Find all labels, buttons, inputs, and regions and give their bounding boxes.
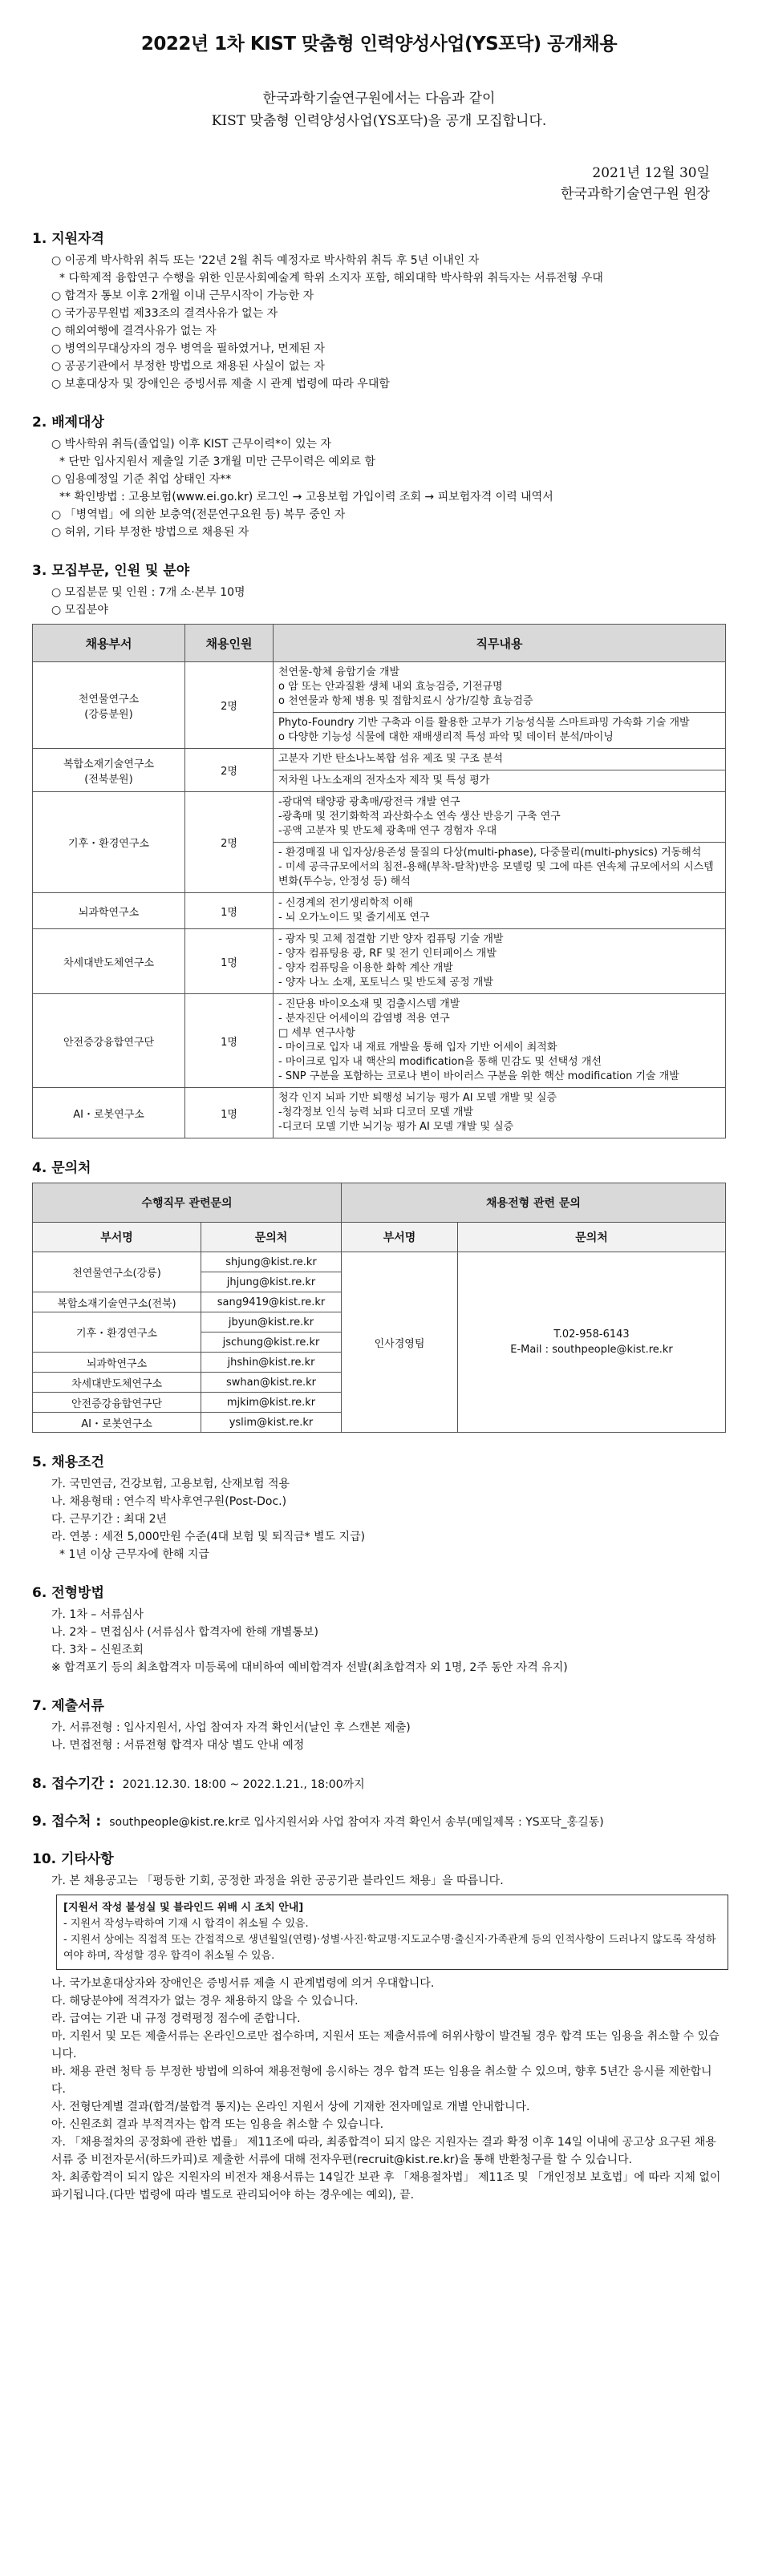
dept-cell: 천연물연구소 (강릉분원) — [33, 662, 185, 749]
email-cell[interactable]: swhan@kist.re.kr — [201, 1373, 342, 1393]
count-cell: 1명 — [185, 994, 274, 1088]
list-item: 바. 채용 관련 청탁 등 부정한 방법에 의하여 채용전형에 응시하는 경우 합격 또는 임용을 취소할 수 있으며, 향후 5년간 응시를 제한합니다. — [51, 2065, 712, 2096]
table-header: 부서명 — [342, 1223, 458, 1252]
dept-cell: 천연물연구소(강릉) — [33, 1252, 201, 1292]
list-item: 자. 「채용절차의 공정화에 관한 법률」 제11조에 따라, 최종합격이 되지 않은 지원자는 결과 확정 이후 14일 이내에 공고상 요구된 채용서류 중 비전자문서(하드카피)로 제출한 서류에 대해 전자우편(recruit@kist.re.kr)을 통해 반환청구를 할 수 있습니다. — [51, 2136, 716, 2166]
table-header: 직무내용 — [274, 625, 726, 662]
list-item: 나. 채용형태 : 연수직 박사후연구원(Post-Doc.) — [51, 1495, 287, 1508]
section-title: 9. 접수처 : — [32, 1814, 102, 1830]
table-header: 채용전형 관련 문의 — [342, 1183, 726, 1223]
notice-item: - 지원서 상에는 직접적 또는 간접적으로 생년월일(연령)·성별·사진·학교명·지도교수명·출신지·가족관계 등의 인적사항이 드러나지 않도록 작성하여야 하며, 작성할 경우 합격이 취소될 수 있음. — [63, 1934, 716, 1962]
table-header: 수행직무 관련문의 — [33, 1183, 342, 1223]
section-title: 3. 모집부문, 인원 및 분야 — [32, 563, 190, 579]
list-item: ○ 해외여행에 결격사유가 없는 자 — [51, 325, 217, 338]
list-item: 다. 근무기간 : 최대 2년 — [51, 1513, 168, 1526]
duty-cell: - 광자 및 고체 점결함 기반 양자 컴퓨팅 기술 개발 - 양자 컴퓨팅용 광, RF 및 전기 인터페이스 개발 - 양자 컴퓨팅을 이용한 화학 계산 개발 - 양자 나노 소재, 포토닉스 및 반도체 공정 개발 — [274, 929, 726, 994]
application-address-value: southpeople@kist.re.kr로 입사지원서와 사업 참여자 자격 확인서 송부(메일제목 : YS포닥_홍길동) — [109, 1816, 604, 1829]
announcement-date: 2021년 12월 30일 — [592, 165, 710, 181]
count-cell: 1명 — [185, 1088, 274, 1138]
count-cell: 2명 — [185, 662, 274, 749]
list-item: ○ 모집분문 및 인원 : 7개 소·본부 10명 — [51, 586, 245, 599]
list-item: ○ 국가공무원법 제33조의 결격사유가 없는 자 — [51, 307, 278, 320]
duty-cell: Phyto-Foundry 기반 구축과 이를 활용한 고부가 기능성식물 스마트파밍 가속화 기술 개발 o 다양한 기능성 식물에 대한 재배생리적 특성 파악 및 데이터 분석/마이닝 — [274, 713, 726, 749]
hr-contact-cell — [458, 1252, 726, 1433]
intro-line: KIST 맞춤형 인력양성사업(YS포닥)을 공개 모집합니다. — [211, 113, 547, 129]
dept-cell: 안전증강융합연구단 — [33, 994, 185, 1088]
dept-cell: 차세대반도체연구소 — [33, 929, 185, 994]
list-item: 아. 신원조회 결과 부적격자는 합격 또는 임용을 취소할 수 있습니다. — [51, 2118, 384, 2131]
hr-email[interactable]: E-Mail : southpeople@kist.re.kr — [510, 1344, 673, 1356]
dept-cell: 복합소재기술연구소 (전북분원) — [33, 749, 185, 792]
eligibility-list — [32, 252, 726, 393]
count-cell: 1명 — [185, 893, 274, 929]
duty-cell: 고분자 기반 탄소나노복합 섬유 제조 및 구조 분석 — [274, 749, 726, 770]
dept-cell: AI・로봇연구소 — [33, 1088, 185, 1138]
section-title: 7. 제출서류 — [32, 1698, 104, 1714]
list-item: ** 확인방법 : 고용보험(www.ei.go.kr) 로그인 → 고용보험 가입이력 조회 → 피보험자격 이력 내역서 — [59, 491, 553, 503]
list-item: ○ 허위, 기타 부정한 방법으로 채용된 자 — [51, 526, 249, 539]
table-row — [33, 1088, 726, 1138]
list-item: 마. 지원서 및 모든 제출서류는 온라인으로만 접수하며, 지원서 또는 제출서류에 허위사항이 발견될 경우 합격 또는 임용을 취소할 수 있습니다. — [51, 2030, 719, 2060]
email-cell[interactable]: jhjung@kist.re.kr — [201, 1272, 342, 1292]
list-item: 가. 본 채용공고는 「평등한 기회, 공정한 과정을 위한 공공기관 블라인드 채용」을 따릅니다. — [51, 1874, 504, 1887]
dept-cell: AI・로봇연구소 — [33, 1413, 201, 1433]
email-cell[interactable]: jschung@kist.re.kr — [201, 1332, 342, 1353]
count-cell: 2명 — [185, 792, 274, 893]
exclusion-list — [32, 435, 726, 541]
notice-title: [지원서 작성 불성실 및 블라인드 위배 시 조치 안내] — [63, 1902, 304, 1914]
table-row — [33, 929, 726, 994]
list-item: 나. 2차 – 면접심사 (서류심사 합격자에 한해 개별통보) — [51, 1626, 318, 1639]
dept-cell: 복합소재기술연구소(전북) — [33, 1292, 201, 1312]
duty-cell: 천연물-항체 융합기술 개발 o 암 또는 안과질환 생체 내외 효능검증, 기전규명 o 천연물과 항체 병용 및 접합치료시 상가/길항 효능검증 — [274, 662, 726, 713]
table-row — [33, 1252, 726, 1272]
email-cell[interactable]: mjkim@kist.re.kr — [201, 1393, 342, 1413]
dept-cell: 뇌과학연구소 — [33, 893, 185, 929]
notice-item: - 지원서 작성누락하여 기재 시 합격이 취소될 수 있음. — [63, 1918, 309, 1930]
list-item: * 단만 입사지원서 제출일 기준 3개월 미만 근무이력은 예외로 함 — [59, 455, 376, 468]
list-item: 나. 면접전형 : 서류전형 합격자 대상 별도 안내 예정 — [51, 1739, 305, 1752]
table-header: 채용부서 — [33, 625, 185, 662]
blind-notice-box — [56, 1895, 728, 1970]
email-cell[interactable]: jbyun@kist.re.kr — [201, 1312, 342, 1332]
page-title: 2022년 1차 KIST 맞춤형 인력양성사업(YS포닥) 공개채용 — [140, 34, 618, 55]
section-title: 5. 채용조건 — [32, 1454, 104, 1470]
signature-block — [32, 163, 710, 204]
list-item: ○ 임용예정일 기준 취업 상태인 자** — [51, 473, 232, 486]
list-item: ○ 모집분야 — [51, 604, 108, 617]
list-item: 나. 국가보훈대상자와 장애인은 증빙서류 제출 시 관계법령에 의거 우대합니다. — [51, 1977, 435, 1990]
duty-cell: -광대역 태양광 광촉매/광전극 개발 연구 -광촉매 및 전기화학적 과산화수소 연속 생산 반응기 구축 연구 -공액 고분자 및 반도체 광촉매 연구 경험자 우대 — [274, 792, 726, 843]
dept-cell: 뇌과학연구소 — [33, 1353, 201, 1373]
list-item: * 다학제적 융합연구 수행을 위한 인문사회예술계 학위 소지자 포함, 해외대학 박사학위 취득자는 서류전형 우대 — [59, 272, 603, 285]
section-title: 4. 문의처 — [32, 1160, 91, 1176]
list-item: 다. 3차 – 신원조회 — [51, 1644, 144, 1656]
dept-cell: 안전증강융합연구단 — [33, 1393, 201, 1413]
section-title: 10. 기타사항 — [32, 1851, 114, 1867]
list-item: 라. 연봉 : 세전 5,000만원 수준(4대 보험 및 퇴직금* 별도 지급) — [51, 1531, 366, 1543]
contact-table — [32, 1183, 726, 1433]
email-cell[interactable]: jhshin@kist.re.kr — [201, 1353, 342, 1373]
intro-line: 한국과학기술연구원에서는 다음과 같이 — [262, 91, 496, 107]
list-item: ○ 박사학위 취득(졸업일) 이후 KIST 근무이력*이 있는 자 — [51, 438, 331, 451]
count-cell: 1명 — [185, 929, 274, 994]
section-title: 8. 접수기간 : — [32, 1776, 115, 1792]
list-item: 다. 해당분야에 적격자가 없는 경우 채용하지 않을 수 있습니다. — [51, 1995, 359, 2008]
list-item: 가. 1차 – 서류심사 — [51, 1608, 144, 1621]
table-header: 문의처 — [458, 1223, 726, 1252]
count-cell: 2명 — [185, 749, 274, 792]
duty-cell: 청각 인지 뇌파 기반 퇴행성 뇌기능 평가 AI 모델 개발 및 실증 -청각정보 인식 능력 뇌파 디코더 모델 개발 -디코더 모델 기반 뇌기능 평가 AI 모델 개발 및 실증 — [274, 1088, 726, 1138]
duty-cell: - 진단용 바이오소재 및 검출시스템 개발 - 분자진단 어세이의 감염병 적용 연구 □ 세부 연구사항 - 마이크로 입자 내 재료 개발을 통해 입자 기반 어세이 최적화 - 마이크로 입자 내 핵산의 modification을 통해 민감도 및 선택성 개선 - SNP 구분을 포함하는 코로나 변이 바이러스 구분을 위한 핵산 modification 기술 개발 — [274, 994, 726, 1088]
duty-cell: - 신경계의 전기생리학적 이해 - 뇌 오가노이드 및 줄기세포 연구 — [274, 893, 726, 929]
list-item: ○ 이공계 박사학위 취득 또는 '22년 2월 취득 예정자로 박사학위 취득 후 5년 이내인 자 — [51, 254, 480, 267]
list-item: 라. 급여는 기관 내 규정 경력평정 점수에 준합니다. — [51, 2012, 301, 2025]
table-row — [33, 994, 726, 1088]
list-item: ※ 합격포기 등의 최초합격자 미등록에 대비하여 예비합격자 선발(최초합격자 외 1명, 2주 동안 자격 유지) — [51, 1661, 568, 1674]
dept-cell: 차세대반도체연구소 — [33, 1373, 201, 1393]
table-row — [33, 749, 726, 770]
dept-cell: 기후・환경연구소 — [33, 792, 185, 893]
list-item: * 1년 이상 근무자에 한해 지급 — [59, 1548, 209, 1561]
table-row — [33, 792, 726, 843]
hr-dept-cell: 인사경영팀 — [342, 1252, 458, 1433]
table-header: 문의처 — [201, 1223, 342, 1252]
list-item: ○ 「병역법」에 의한 보충역(전문연구요원 등) 복무 중인 자 — [51, 508, 346, 521]
table-row — [33, 662, 726, 713]
email-cell[interactable]: shjung@kist.re.kr — [201, 1252, 342, 1272]
table-header: 부서명 — [33, 1223, 201, 1252]
list-item: ○ 병역의무대상자의 경우 병역을 필하였거나, 면제된 자 — [51, 342, 325, 355]
application-address — [32, 1810, 726, 1830]
dept-cell: 기후・환경연구소 — [33, 1312, 201, 1353]
section-title: 1. 지원자격 — [32, 231, 104, 247]
email-cell[interactable]: sang9419@kist.re.kr — [201, 1292, 342, 1312]
section-title: 6. 전형방법 — [32, 1585, 104, 1601]
list-item: 가. 서류전형 : 입사지원서, 사업 참여자 자격 확인서(날인 후 스캔본 제출) — [51, 1721, 411, 1734]
recruitment-table — [32, 624, 726, 1138]
list-item: 차. 최종합격이 되지 않은 지원자의 비전자 채용서류는 14일간 보관 후 「채용절차법」 제11조 및 「개인정보 보호법」에 따라 지체 없이 파기됩니다.(다만 법령에 따라 별도로 관리되어야 하는 경우에는 예외), 끝. — [51, 2171, 721, 2202]
list-item: 사. 전형단계별 결과(합격/불합격 통지)는 온라인 지원서 상에 기재한 전자메일로 개별 안내합니다. — [51, 2101, 530, 2113]
list-item: ○ 합격자 통보 이후 2개월 이내 근무시작이 가능한 자 — [51, 289, 314, 302]
duty-cell: - 환경매질 내 입자상/용존성 물질의 다상(multi-phase), 다중물리(multi-physics) 거동해석 - 미세 공극규모에서의 침전-용해(부착-탈착)반응 모델링 및 그에 따른 연속체 규모에서의 시스템 변화(투수능, 안정성 등) 해석 — [274, 843, 726, 893]
table-header: 채용인원 — [185, 625, 274, 662]
intro-text — [32, 87, 726, 132]
table-row — [33, 893, 726, 929]
application-period — [32, 1772, 726, 1792]
application-period-value: 2021.12.30. 18:00 ~ 2022.1.21., 18:00까지 — [122, 1778, 365, 1791]
list-item: 가. 국민연금, 건강보험, 고용보험, 산재보험 적용 — [51, 1478, 290, 1490]
email-cell[interactable]: yslim@kist.re.kr — [201, 1413, 342, 1433]
duty-cell: 저차원 나노소재의 전자소자 제작 및 특성 평가 — [274, 770, 726, 792]
section-title: 2. 배제대상 — [32, 415, 104, 431]
signer: 한국과학기술연구원 원장 — [560, 186, 710, 202]
list-item: ○ 보훈대상자 및 장애인은 증빙서류 제출 시 관계 법령에 따라 우대함 — [51, 378, 390, 390]
list-item: ○ 공공기관에서 부정한 방법으로 채용된 사실이 없는 자 — [51, 360, 325, 373]
hr-phone: T.02-958-6143 — [553, 1328, 630, 1341]
other-notes-list — [32, 1975, 726, 2204]
